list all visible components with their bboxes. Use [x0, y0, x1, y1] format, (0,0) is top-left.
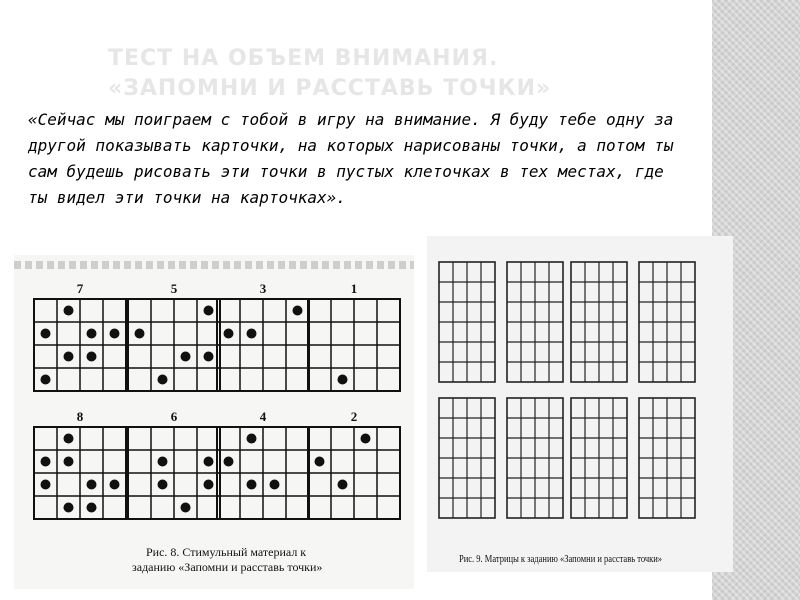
empty-matrix [439, 398, 495, 518]
empty-matrix [639, 262, 695, 382]
empty-matrix [639, 398, 695, 518]
dot [64, 457, 74, 467]
slide-title-line-1: ТЕСТ НА ОБЪЕМ ВНИМАНИЯ. [108, 46, 499, 71]
dot [181, 503, 191, 513]
stimulus-card [308, 409, 400, 519]
dot [158, 480, 168, 490]
dot [64, 306, 74, 316]
dot [315, 457, 325, 467]
dot [158, 457, 168, 467]
dot [204, 457, 214, 467]
stimulus-card [34, 409, 126, 519]
dot [204, 352, 214, 362]
card-number: 5 [170, 281, 178, 296]
card-number: 4 [259, 409, 267, 424]
figure-8-caption [132, 545, 322, 575]
figure-8-caption-line-2: заданию «Запомни и расставь точки» [132, 560, 323, 574]
dot [110, 480, 120, 490]
card-number: 7 [76, 281, 84, 296]
empty-matrix [571, 398, 627, 518]
empty-matrix [507, 398, 563, 518]
slide-title [108, 44, 668, 104]
empty-matrix [571, 262, 627, 382]
dot [87, 503, 97, 513]
figure-9-caption: Рис. 9. Матрицы к заданию «Запомни и расставь точки» [459, 554, 663, 565]
stimulus-card [128, 409, 220, 519]
dot [41, 329, 51, 339]
dot [41, 457, 51, 467]
stimulus-cards [14, 255, 414, 545]
dot [224, 329, 234, 339]
matrices-figure [427, 236, 733, 572]
dot [247, 480, 257, 490]
dot [64, 352, 74, 362]
stimulus-card [217, 281, 309, 391]
slide-title-line-2: «ЗАПОМНИ И РАССТАВЬ ТОЧКИ» [108, 76, 552, 101]
dot [224, 457, 234, 467]
card-number: 8 [76, 409, 84, 424]
empty-matrix [507, 262, 563, 382]
instruction-text: «Сейчас мы поиграем с тобой в игру на внимание. Я буду тебе одну за другой показывать карточки, на которых нарисованы точки, а потом ты сам будешь рисовать эти точки в пустых клеточках в тех местах, где ты видел эти точки на карточках». [28, 110, 674, 207]
card-number: 3 [259, 281, 267, 296]
dot [247, 434, 257, 444]
card-number: 6 [170, 409, 178, 424]
card-number: 2 [350, 409, 358, 424]
dot [158, 375, 168, 385]
stimulus-card [217, 409, 309, 519]
dot [204, 306, 214, 316]
dot [247, 329, 257, 339]
stimulus-card [308, 281, 400, 391]
dot [181, 352, 191, 362]
dot [361, 434, 371, 444]
dot [204, 480, 214, 490]
dot [41, 480, 51, 490]
dot [41, 375, 51, 385]
dot [338, 480, 348, 490]
dot [293, 306, 303, 316]
empty-matrix [439, 262, 495, 382]
dot [110, 329, 120, 339]
stimulus-figure [14, 255, 414, 589]
figure-8-caption-line-1: Рис. 8. Стимульный материал к [146, 545, 307, 559]
empty-matrices [427, 236, 733, 536]
dot [338, 375, 348, 385]
stimulus-card [128, 281, 220, 391]
card-number: 1 [350, 281, 358, 296]
dot [64, 503, 74, 513]
dot [87, 329, 97, 339]
dot [64, 434, 74, 444]
dot [270, 480, 280, 490]
dot [87, 352, 97, 362]
dot [135, 329, 145, 339]
dot [87, 480, 97, 490]
stimulus-card [34, 281, 126, 391]
